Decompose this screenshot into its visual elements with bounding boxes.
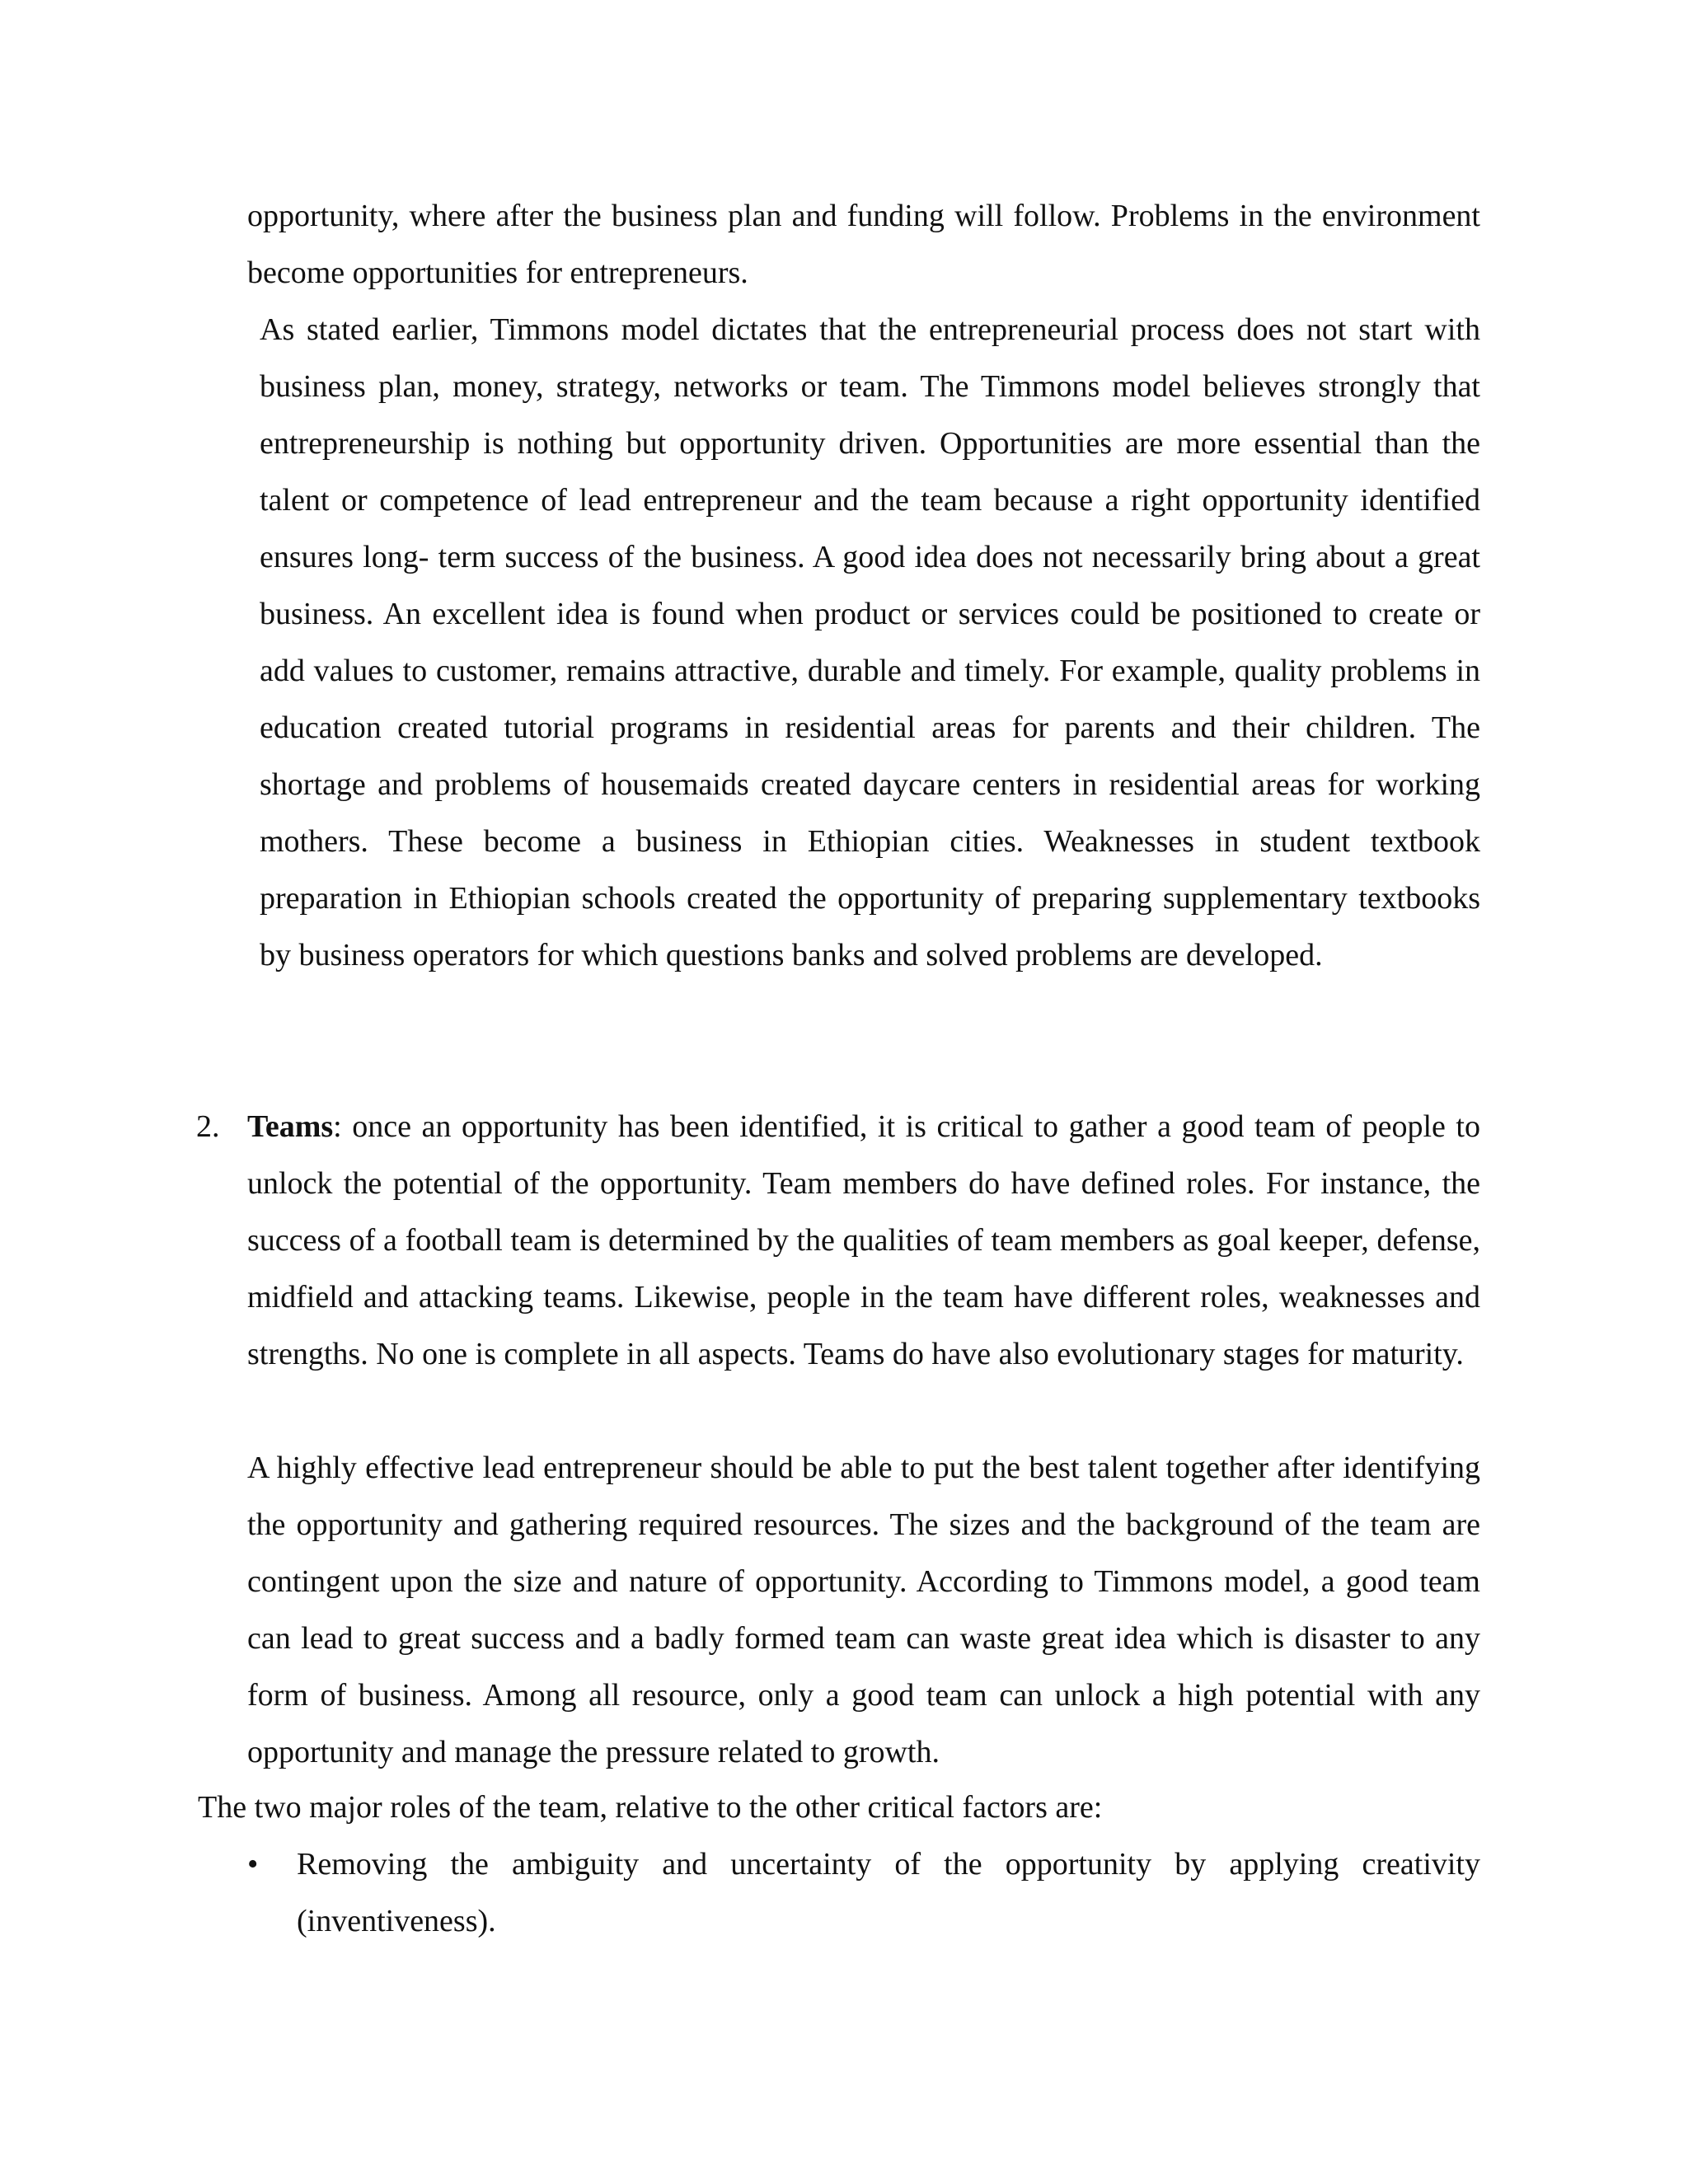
bullet-text: Removing the ambiguity and uncertainty of the opportunity by applying creativity (inventiveness). [297,1847,1480,1938]
paragraph-team-roles-intro: The two major roles of the team, relative to the other critical factors are: [198,1790,1103,1825]
paragraph-lead-entrepreneur: A highly effective lead entrepreneur should be able to put the best talent together after identifying the opportunity and gathering required resources. The sizes and the background of the team are contingent upon the size and nature of opportunity. According to Timmons model, a good team can lead to great success and a badly formed team can waste great idea which is disaster to any form of business. Among all resource, only a good team can unlock a high potential with any opportunity and manage the pressure related to growth. [247,1451,1480,1769]
bullet-icon: • [247,1847,259,1882]
list-number: 2. [196,1109,220,1144]
paragraph-timmons-opportunity: As stated earlier, Timmons model dictates that the entrepreneurial process does not start with business plan, money, strategy, networks or team. The Timmons model believes strongly that entrepreneurship is nothing but opportunity driven. Opportunities are more essential than the talent or competence of lead entrepreneur and the team because a right opportunity identified ensures long- term success of the business. A good idea does not necessarily bring about a great business. An excellent idea is found when product or services could be positioned to create or add values to customer, remains attractive, durable and timely. For example, quality problems in education created tutorial programs in residential areas for parents and their children. The shortage and problems of housemaids created daycare centers in residential areas for working mothers. These become a business in Ethiopian cities. Weaknesses in student textbook preparation in Ethiopian schools created the opportunity of preparing supplementary textbooks by business operators for which questions banks and solved problems are developed. [260,312,1480,972]
teams-term: Teams [247,1109,334,1144]
paragraph-opportunity-continuation: opportunity, where after the business plan and funding will follow. Problems in the environment become opportunities for entrepreneurs. [247,199,1480,290]
teams-description: : once an opportunity has been identified, it is critical to gather a good team of people to unlock the potential of the opportunity. Team members do have defined roles. For instance, the success of a football team is determined by the qualities of team members as goal keeper, defense, midfield and attacking teams. Likewise, people in the team have different roles, weaknesses and strengths. No one is complete in all aspects. Teams do have also evolutionary stages for maturity. [247,1109,1480,1371]
teams-paragraph [247,1099,1480,1383]
